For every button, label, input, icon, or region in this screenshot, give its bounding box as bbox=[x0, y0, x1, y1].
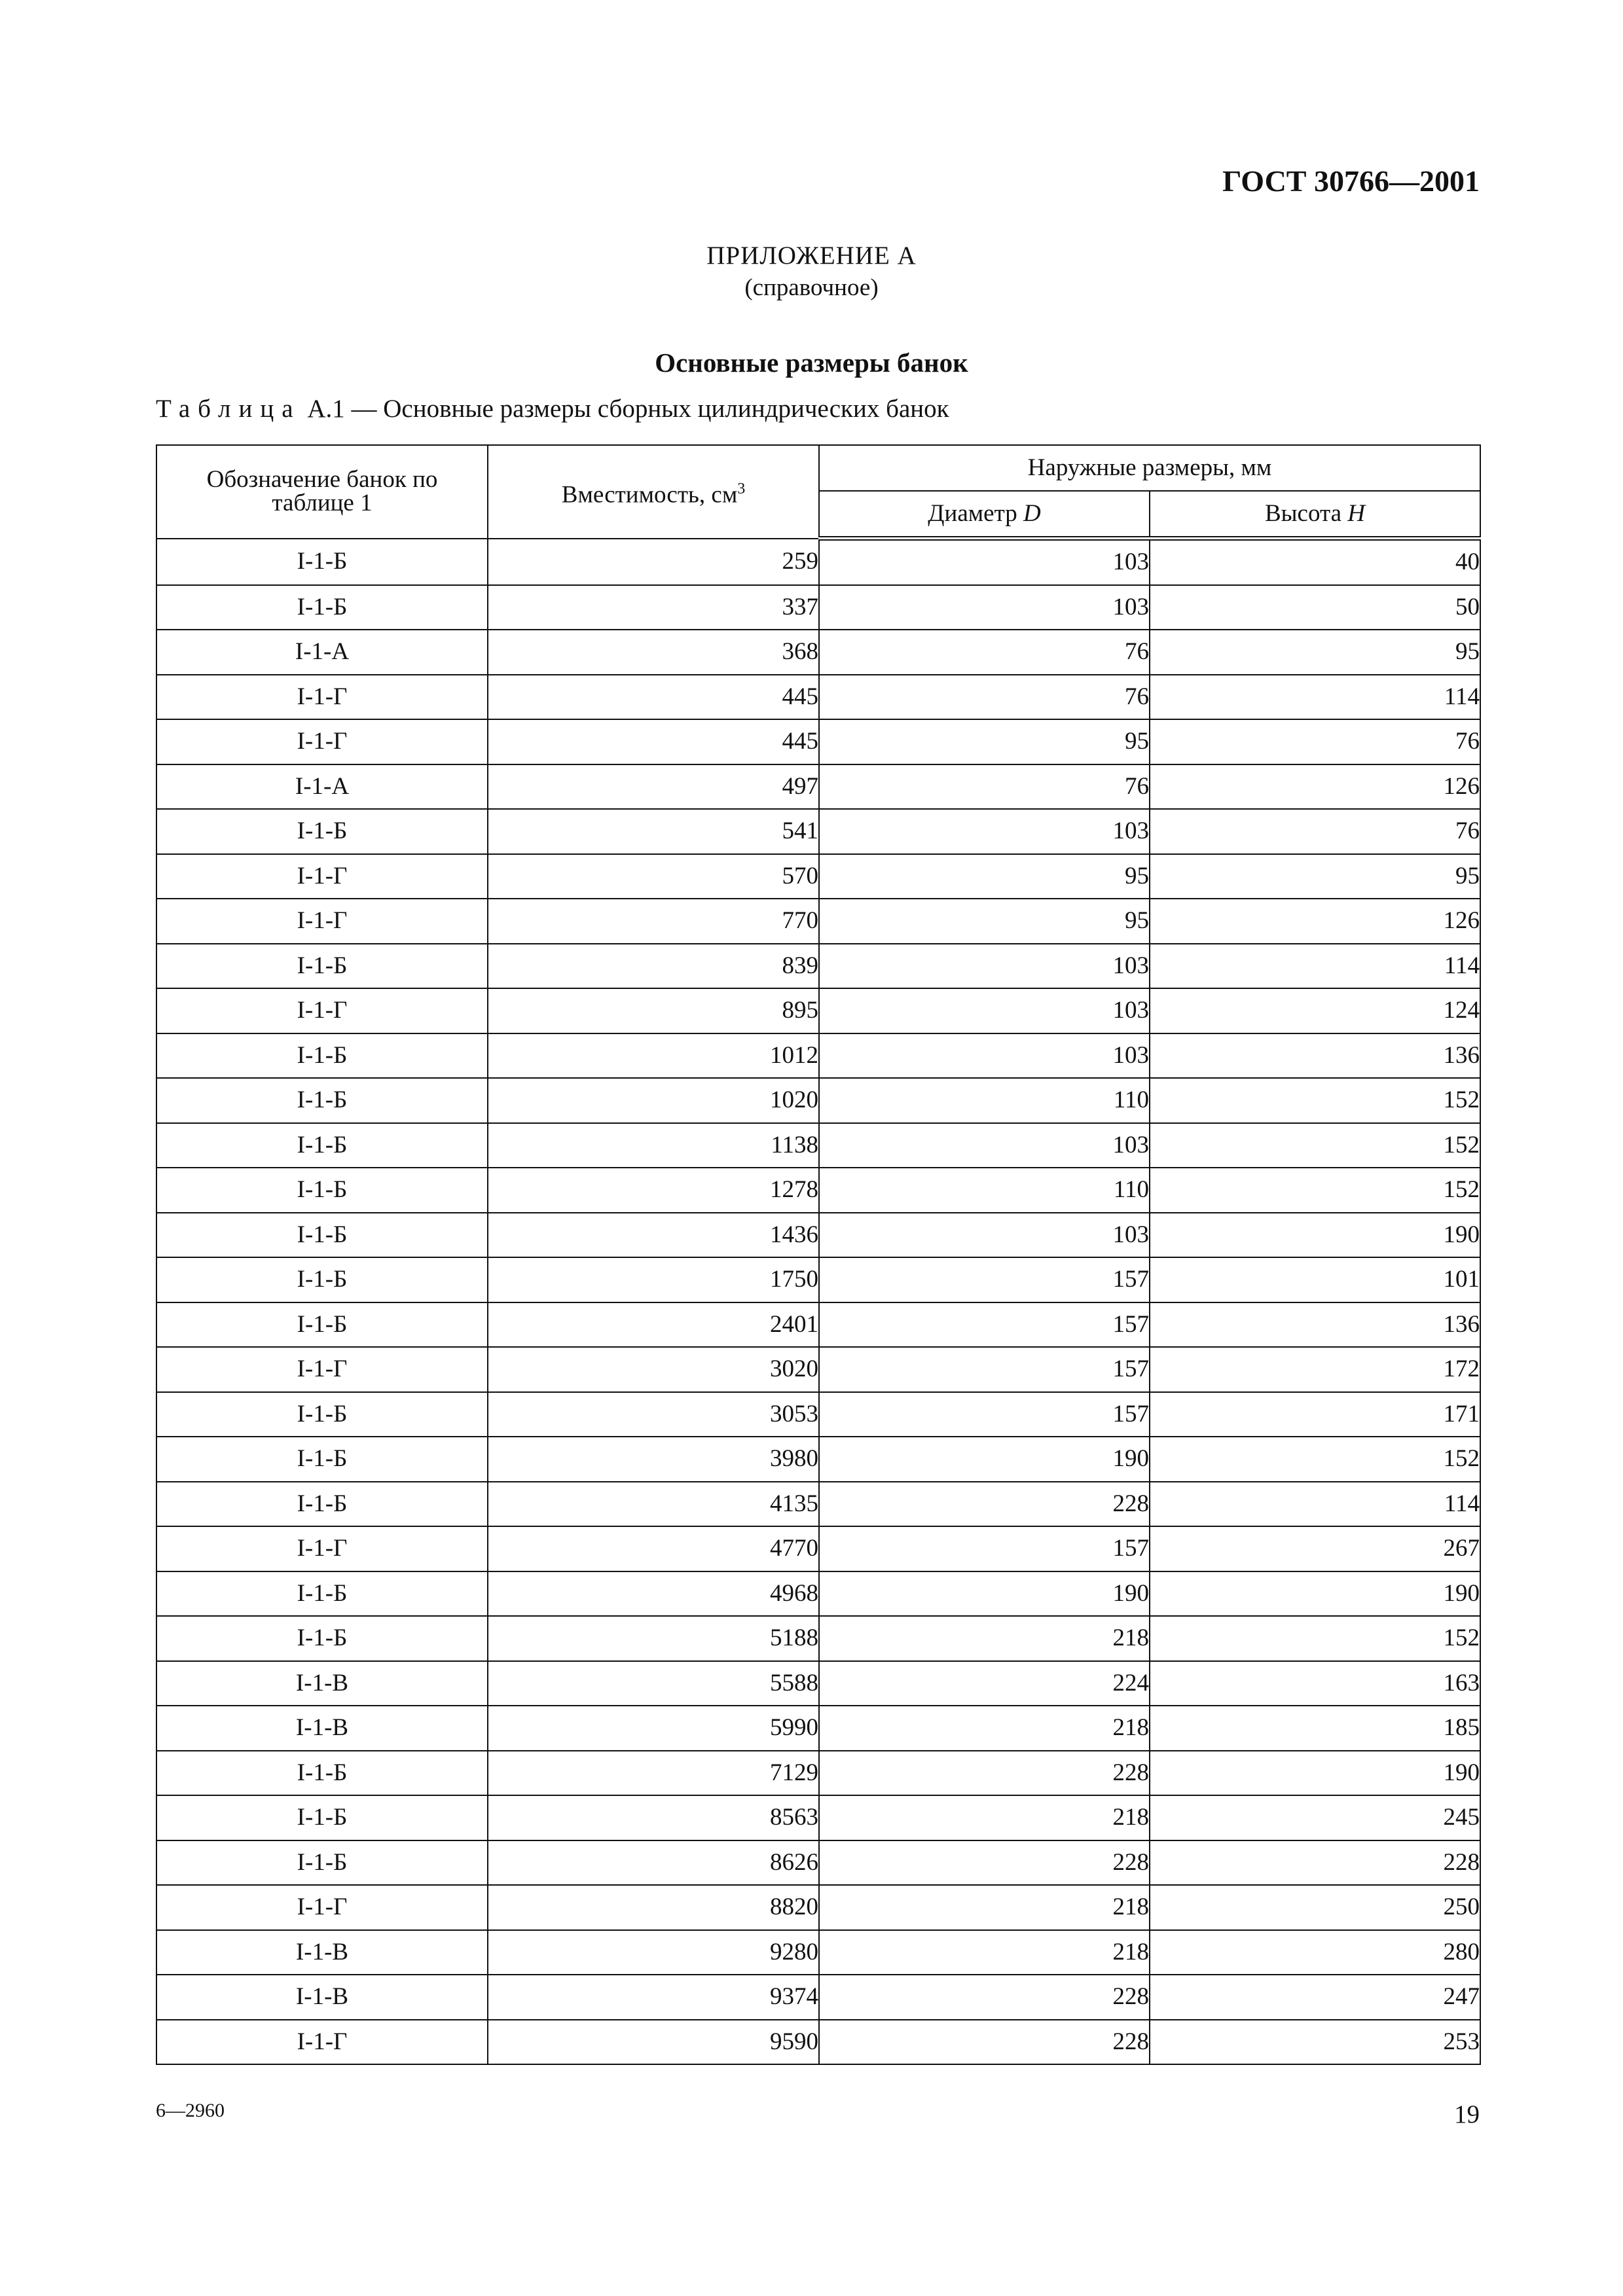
cell-designation: I-1-Г bbox=[156, 2020, 488, 2065]
cell-designation: I-1-Б bbox=[156, 539, 488, 585]
cell-designation: I-1-Б bbox=[156, 1392, 488, 1437]
table-row bbox=[156, 1795, 1480, 1840]
cell-diameter: 95 bbox=[819, 719, 1150, 764]
cell-designation: I-1-Г bbox=[156, 899, 488, 944]
cell-diameter: 228 bbox=[819, 1751, 1150, 1796]
cell-designation: I-1-Б bbox=[156, 1123, 488, 1168]
cell-height: 152 bbox=[1150, 1168, 1480, 1213]
cell-diameter: 218 bbox=[819, 1795, 1150, 1840]
table-row bbox=[156, 2020, 1480, 2065]
cell-diameter: 190 bbox=[819, 1437, 1150, 1482]
table-row bbox=[156, 764, 1480, 810]
table-row bbox=[156, 1437, 1480, 1482]
cell-diameter: 103 bbox=[819, 585, 1150, 630]
cell-designation: I-1-Б bbox=[156, 1482, 488, 1527]
table-row bbox=[156, 1482, 1480, 1527]
cell-diameter: 228 bbox=[819, 1840, 1150, 1886]
cell-diameter: 228 bbox=[819, 1482, 1150, 1527]
table-row bbox=[156, 719, 1480, 764]
cell-height: 190 bbox=[1150, 1213, 1480, 1258]
cell-capacity: 8563 bbox=[488, 1795, 819, 1840]
cell-capacity: 1138 bbox=[488, 1123, 819, 1168]
cell-diameter: 218 bbox=[819, 1616, 1150, 1661]
cell-height: 185 bbox=[1150, 1706, 1480, 1751]
cell-height: 114 bbox=[1150, 675, 1480, 720]
cell-height: 40 bbox=[1150, 539, 1480, 585]
cell-height: 95 bbox=[1150, 854, 1480, 899]
cell-height: 247 bbox=[1150, 1975, 1480, 2020]
cell-height: 267 bbox=[1150, 1526, 1480, 1571]
cell-capacity: 497 bbox=[488, 764, 819, 810]
cell-designation: I-1-Г bbox=[156, 719, 488, 764]
cell-capacity: 770 bbox=[488, 899, 819, 944]
cell-height: 152 bbox=[1150, 1437, 1480, 1482]
cell-capacity: 1436 bbox=[488, 1213, 819, 1258]
cell-capacity: 368 bbox=[488, 630, 819, 675]
table-row bbox=[156, 1571, 1480, 1617]
cell-capacity: 1020 bbox=[488, 1078, 819, 1123]
cell-designation: I-1-Б bbox=[156, 1751, 488, 1796]
cell-capacity: 3980 bbox=[488, 1437, 819, 1482]
cell-designation: I-1-В bbox=[156, 1661, 488, 1706]
appendix-title: ПРИЛОЖЕНИЕ А bbox=[706, 242, 917, 270]
cell-diameter: 110 bbox=[819, 1078, 1150, 1123]
cell-designation: I-1-Б bbox=[156, 585, 488, 630]
table-row bbox=[156, 1213, 1480, 1258]
header-capacity: Вместимость, $см^3$ bbox=[488, 445, 819, 539]
cell-height: 114 bbox=[1150, 1482, 1480, 1527]
cell-designation: I-1-А bbox=[156, 630, 488, 675]
cell-designation: I-1-Б bbox=[156, 1168, 488, 1213]
cell-designation: I-1-В bbox=[156, 1930, 488, 1975]
table-row bbox=[156, 899, 1480, 944]
table-row bbox=[156, 1661, 1480, 1706]
cell-diameter: 190 bbox=[819, 1571, 1150, 1617]
header-height-symbol: H bbox=[1347, 500, 1366, 527]
table-row bbox=[156, 1930, 1480, 1975]
table-row bbox=[156, 809, 1480, 854]
cell-capacity: 2401 bbox=[488, 1302, 819, 1348]
header-diameter: Диаметр D bbox=[819, 491, 1150, 539]
cell-height: 152 bbox=[1150, 1123, 1480, 1168]
cell-capacity: 9374 bbox=[488, 1975, 819, 2020]
cell-designation: I-1-Г bbox=[156, 854, 488, 899]
cell-capacity: 337 bbox=[488, 585, 819, 630]
cell-height: 172 bbox=[1150, 1347, 1480, 1392]
cell-designation: I-1-Г bbox=[156, 1885, 488, 1930]
cell-diameter: 103 bbox=[819, 1033, 1150, 1079]
cell-diameter: 157 bbox=[819, 1526, 1150, 1571]
cell-capacity: 9590 bbox=[488, 2020, 819, 2065]
cell-capacity: 570 bbox=[488, 854, 819, 899]
cell-diameter: 228 bbox=[819, 1975, 1150, 2020]
cell-designation: I-1-В bbox=[156, 1975, 488, 2020]
cell-capacity: 5990 bbox=[488, 1706, 819, 1751]
table-row bbox=[156, 1033, 1480, 1079]
table-row bbox=[156, 1840, 1480, 1886]
document-code: ГОСТ 30766—2001 bbox=[1222, 164, 1480, 198]
cell-diameter: 110 bbox=[819, 1168, 1150, 1213]
cell-capacity: 8626 bbox=[488, 1840, 819, 1886]
cell-capacity: 3020 bbox=[488, 1347, 819, 1392]
cell-height: 136 bbox=[1150, 1033, 1480, 1079]
cell-designation: I-1-Г bbox=[156, 675, 488, 720]
cell-height: 190 bbox=[1150, 1751, 1480, 1796]
table-row bbox=[156, 1392, 1480, 1437]
table-row bbox=[156, 944, 1480, 989]
cell-diameter: 228 bbox=[819, 2020, 1150, 2065]
cell-diameter: 157 bbox=[819, 1392, 1150, 1437]
cell-height: 253 bbox=[1150, 2020, 1480, 2065]
appendix-subtitle: (справочное) bbox=[744, 274, 879, 301]
cell-capacity: 445 bbox=[488, 719, 819, 764]
cell-capacity: 4770 bbox=[488, 1526, 819, 1571]
header-designation: Обозначение банок по таблице 1 bbox=[156, 445, 488, 539]
cell-designation: I-1-Б bbox=[156, 1437, 488, 1482]
header-outer-dimensions: Наружные размеры, мм bbox=[819, 445, 1480, 491]
cell-designation: I-1-Г bbox=[156, 988, 488, 1033]
cell-diameter: 218 bbox=[819, 1706, 1150, 1751]
cell-capacity: 5188 bbox=[488, 1616, 819, 1661]
cell-height: 76 bbox=[1150, 719, 1480, 764]
cell-diameter: 103 bbox=[819, 539, 1150, 585]
cell-diameter: 95 bbox=[819, 899, 1150, 944]
cell-designation: I-1-Б bbox=[156, 944, 488, 989]
table-row bbox=[156, 1302, 1480, 1348]
table-row bbox=[156, 1706, 1480, 1751]
cell-designation: I-1-Г bbox=[156, 1526, 488, 1571]
table-caption-label: Таблица bbox=[156, 395, 301, 423]
cell-capacity: 4135 bbox=[488, 1482, 819, 1527]
table-row bbox=[156, 585, 1480, 630]
table-row bbox=[156, 1078, 1480, 1123]
cell-capacity: 7129 bbox=[488, 1751, 819, 1796]
cell-capacity: 3053 bbox=[488, 1392, 819, 1437]
table-row bbox=[156, 1885, 1480, 1930]
cell-diameter: 218 bbox=[819, 1930, 1150, 1975]
dimensions-table bbox=[156, 444, 1481, 2065]
header-height: Высота H bbox=[1150, 491, 1480, 539]
header-capacity-superscript: 3 bbox=[737, 480, 746, 497]
table-row bbox=[156, 1526, 1480, 1571]
cell-designation: I-1-Б bbox=[156, 1571, 488, 1617]
table-caption bbox=[156, 394, 949, 423]
cell-height: 228 bbox=[1150, 1840, 1480, 1886]
cell-capacity: 4968 bbox=[488, 1571, 819, 1617]
table-row bbox=[156, 1257, 1480, 1302]
cell-designation: I-1-В bbox=[156, 1706, 488, 1751]
cell-height: 190 bbox=[1150, 1571, 1480, 1617]
cell-height: 114 bbox=[1150, 944, 1480, 989]
cell-diameter: 103 bbox=[819, 1213, 1150, 1258]
cell-height: 95 bbox=[1150, 630, 1480, 675]
cell-height: 250 bbox=[1150, 1885, 1480, 1930]
cell-capacity: 9280 bbox=[488, 1930, 819, 1975]
cell-height: 163 bbox=[1150, 1661, 1480, 1706]
cell-diameter: 157 bbox=[819, 1347, 1150, 1392]
header-diameter-symbol: D bbox=[1023, 500, 1041, 527]
cell-designation: I-1-Б bbox=[156, 1616, 488, 1661]
cell-capacity: 839 bbox=[488, 944, 819, 989]
cell-height: 101 bbox=[1150, 1257, 1480, 1302]
cell-diameter: 218 bbox=[819, 1885, 1150, 1930]
section-title: Основные размеры банок bbox=[655, 348, 968, 378]
cell-capacity: 895 bbox=[488, 988, 819, 1033]
cell-height: 136 bbox=[1150, 1302, 1480, 1348]
cell-designation: I-1-Г bbox=[156, 1347, 488, 1392]
cell-diameter: 103 bbox=[819, 809, 1150, 854]
cell-height: 76 bbox=[1150, 809, 1480, 854]
cell-designation: I-1-Б bbox=[156, 1078, 488, 1123]
cell-diameter: 95 bbox=[819, 854, 1150, 899]
cell-capacity: 541 bbox=[488, 809, 819, 854]
cell-diameter: 157 bbox=[819, 1302, 1150, 1348]
cell-height: 126 bbox=[1150, 899, 1480, 944]
table-row bbox=[156, 675, 1480, 720]
table-row bbox=[156, 1975, 1480, 2020]
page-number: 19 bbox=[1454, 2100, 1480, 2128]
cell-diameter: 103 bbox=[819, 988, 1150, 1033]
cell-designation: I-1-Б bbox=[156, 1840, 488, 1886]
table-row bbox=[156, 1347, 1480, 1392]
cell-capacity: 1012 bbox=[488, 1033, 819, 1079]
cell-diameter: 76 bbox=[819, 630, 1150, 675]
table-row bbox=[156, 1168, 1480, 1213]
cell-diameter: 157 bbox=[819, 1257, 1150, 1302]
cell-designation: I-1-Б bbox=[156, 1213, 488, 1258]
cell-diameter: 103 bbox=[819, 1123, 1150, 1168]
cell-capacity: 1750 bbox=[488, 1257, 819, 1302]
cell-height: 50 bbox=[1150, 585, 1480, 630]
table-caption-text: А.1 — Основные размеры сборных цилиндрических банок bbox=[307, 395, 949, 423]
table-row bbox=[156, 630, 1480, 675]
cell-capacity: 1278 bbox=[488, 1168, 819, 1213]
footer-code: 6—2960 bbox=[156, 2100, 225, 2121]
cell-diameter: 103 bbox=[819, 944, 1150, 989]
cell-capacity: 8820 bbox=[488, 1885, 819, 1930]
cell-height: 152 bbox=[1150, 1078, 1480, 1123]
cell-height: 152 bbox=[1150, 1616, 1480, 1661]
cell-designation: I-1-Б bbox=[156, 1257, 488, 1302]
cell-capacity: 445 bbox=[488, 675, 819, 720]
table-row bbox=[156, 1123, 1480, 1168]
cell-diameter: 76 bbox=[819, 764, 1150, 810]
cell-height: 171 bbox=[1150, 1392, 1480, 1437]
cell-height: 280 bbox=[1150, 1930, 1480, 1975]
table-row bbox=[156, 1751, 1480, 1796]
table-row bbox=[156, 1616, 1480, 1661]
table-row bbox=[156, 539, 1480, 585]
cell-designation: I-1-Б bbox=[156, 1795, 488, 1840]
cell-designation: I-1-Б bbox=[156, 1302, 488, 1348]
cell-designation: I-1-А bbox=[156, 764, 488, 810]
cell-designation: I-1-Б bbox=[156, 809, 488, 854]
cell-diameter: 224 bbox=[819, 1661, 1150, 1706]
table-row bbox=[156, 988, 1480, 1033]
cell-height: 124 bbox=[1150, 988, 1480, 1033]
cell-capacity: 259 bbox=[488, 539, 819, 585]
cell-diameter: 76 bbox=[819, 675, 1150, 720]
cell-height: 245 bbox=[1150, 1795, 1480, 1840]
table-row bbox=[156, 854, 1480, 899]
cell-height: 126 bbox=[1150, 764, 1480, 810]
cell-capacity: 5588 bbox=[488, 1661, 819, 1706]
cell-designation: I-1-Б bbox=[156, 1033, 488, 1079]
